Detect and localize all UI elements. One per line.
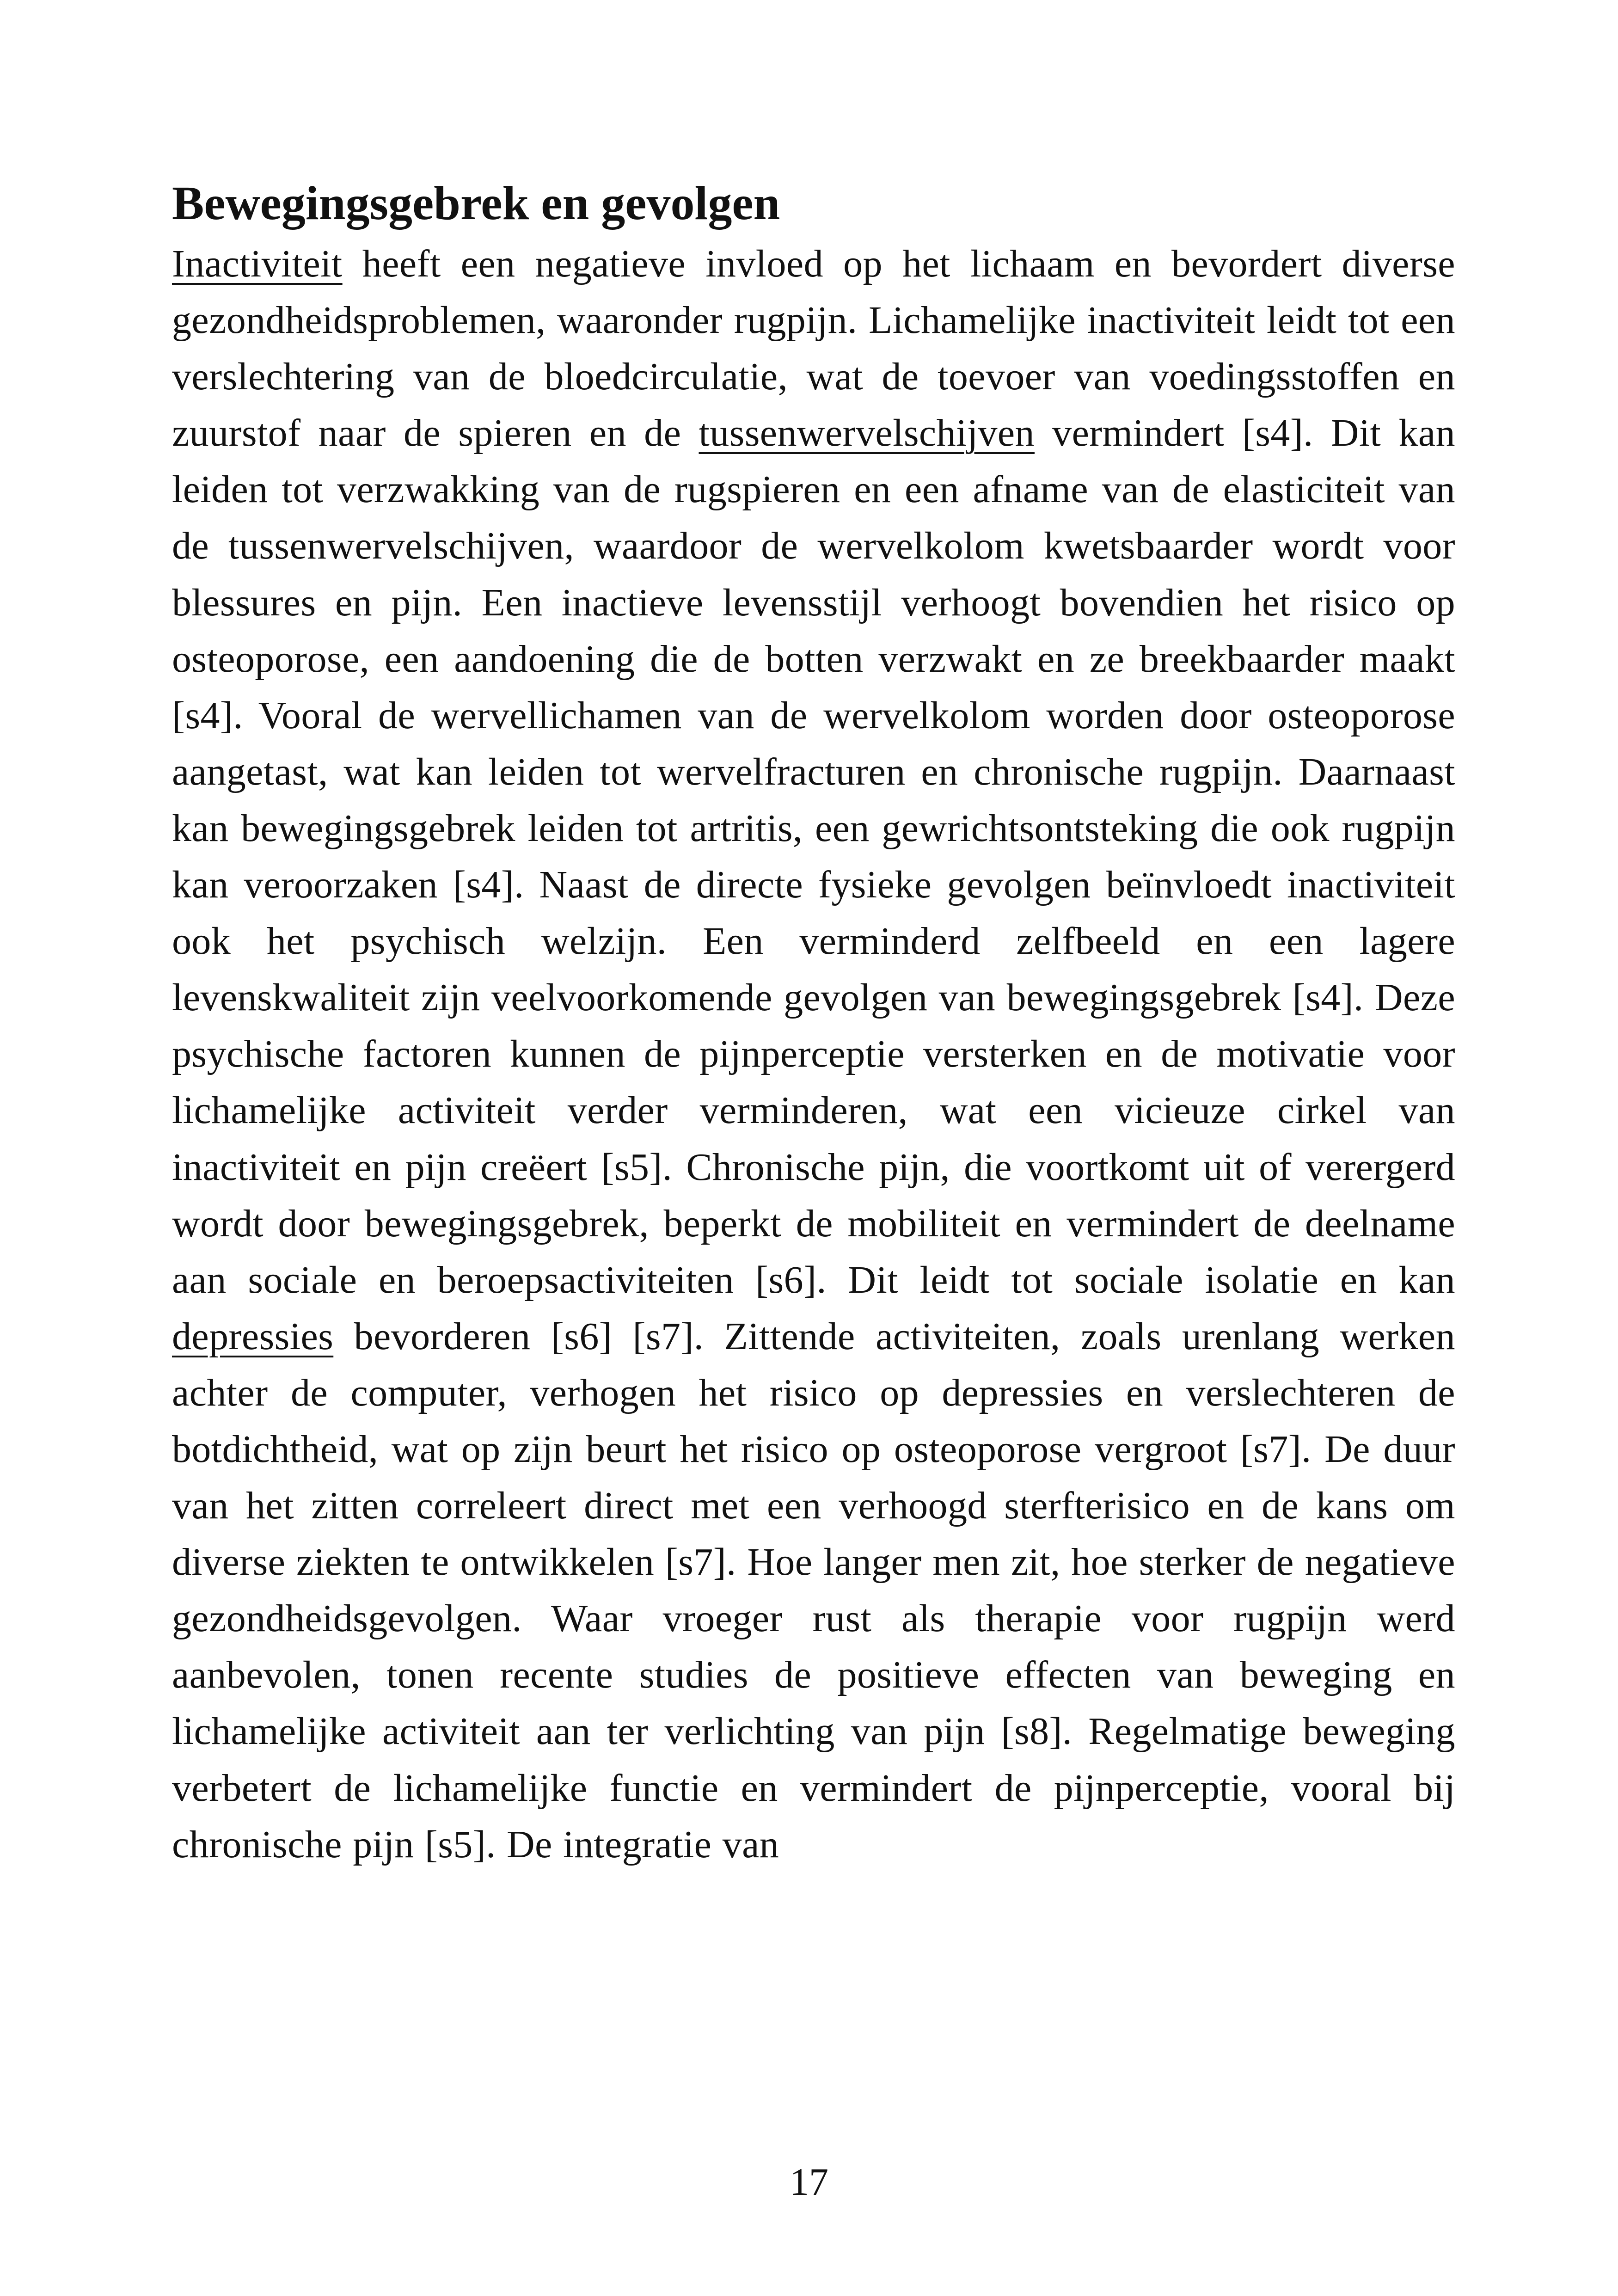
paragraph-text-2: vermindert [s4]. Dit kan leiden tot verzwakking van de rugspieren en een afname van de elasticiteit van de tussenwervelschijven, waardoor de wervelkolom kwetsbaarder wordt voor blessures en pijn. Een inactieve levensstijl verhoogt bovendien het risico op osteoporose, een aandoening die de botten verzwakt en ze breekbaarder maakt [s4]. Vooral de wervellichamen van de wervelkolom worden door osteoporose aangetast, wat kan leiden tot wervelfracturen en chronische rugpijn. Daarnaast kan bewegingsgebrek leiden tot artritis, een gewrichtsontsteking die ook rugpijn kan veroorzaken [s4]. Naast de directe fysieke gevolgen beïnvloedt inactiviteit ook het psychisch welzijn. Een verminderd zelfbeeld en een lagere levenskwaliteit zijn veelvoorkomende gevolgen van bewegingsgebrek [s4]. Deze psychische factoren kunnen de pijnperceptie versterken en de motivatie voor lichamelijke activiteit verder verminderen, wat een vicieuze cirkel van inactiviteit en pijn creëert [s5]. Chronische pijn, die voortkomt uit of verergerd wordt door bewegingsgebrek, beperkt de mobiliteit en vermindert de deelname aan sociale en beroepsactiviteiten [s6]. Dit leidt tot sociale isolatie en kan	[172, 411, 1455, 1301]
paragraph-text-1: heeft een negatieve invloed op het lichaam en bevordert diverse gezondheidsproblemen, waaronder rugpijn. Lichamelijke inactiviteit leidt tot een verslechtering van de bloedcirculatie, wat de toevoer van voedingsstoffen en zuurstof naar de spieren en de	[172, 242, 1455, 455]
page-number: 17	[790, 2161, 828, 2204]
link-tussenwervelschijven[interactable]: tussenwervelschijven	[699, 411, 1035, 455]
body-paragraph	[172, 236, 1455, 1873]
link-inactiviteit[interactable]: Inactiviteit	[172, 242, 343, 285]
link-depressies[interactable]: depressies	[172, 1314, 334, 1358]
paragraph-text-3: bevorderen [s6] [s7]. Zittende activiteiten, zoals urenlang werken achter de computer, verhogen het risico op depressies en verslechteren de botdichtheid, wat op zijn beurt het risico op osteoporose vergroot [s7]. De duur van het zitten correleert direct met een verhoogd sterfterisico en de kans om diverse ziekten te ontwikkelen [s7]. Hoe langer men zit, hoe sterker de negatieve gezondheidsgevolgen. Waar vroeger rust als therapie voor rugpijn werd aanbevolen, tonen recente studies de positieve effecten van beweging en lichamelijke activiteit aan ter verlichting van pijn [s8]. Regelmatige beweging verbetert de lichamelijke functie en vermindert de pijnperceptie, vooral bij chronische pijn [s5]. De integratie van	[172, 1314, 1455, 1866]
section-heading: Bewegingsgebrek en gevolgen	[172, 177, 780, 230]
document-page	[172, 176, 1455, 1873]
